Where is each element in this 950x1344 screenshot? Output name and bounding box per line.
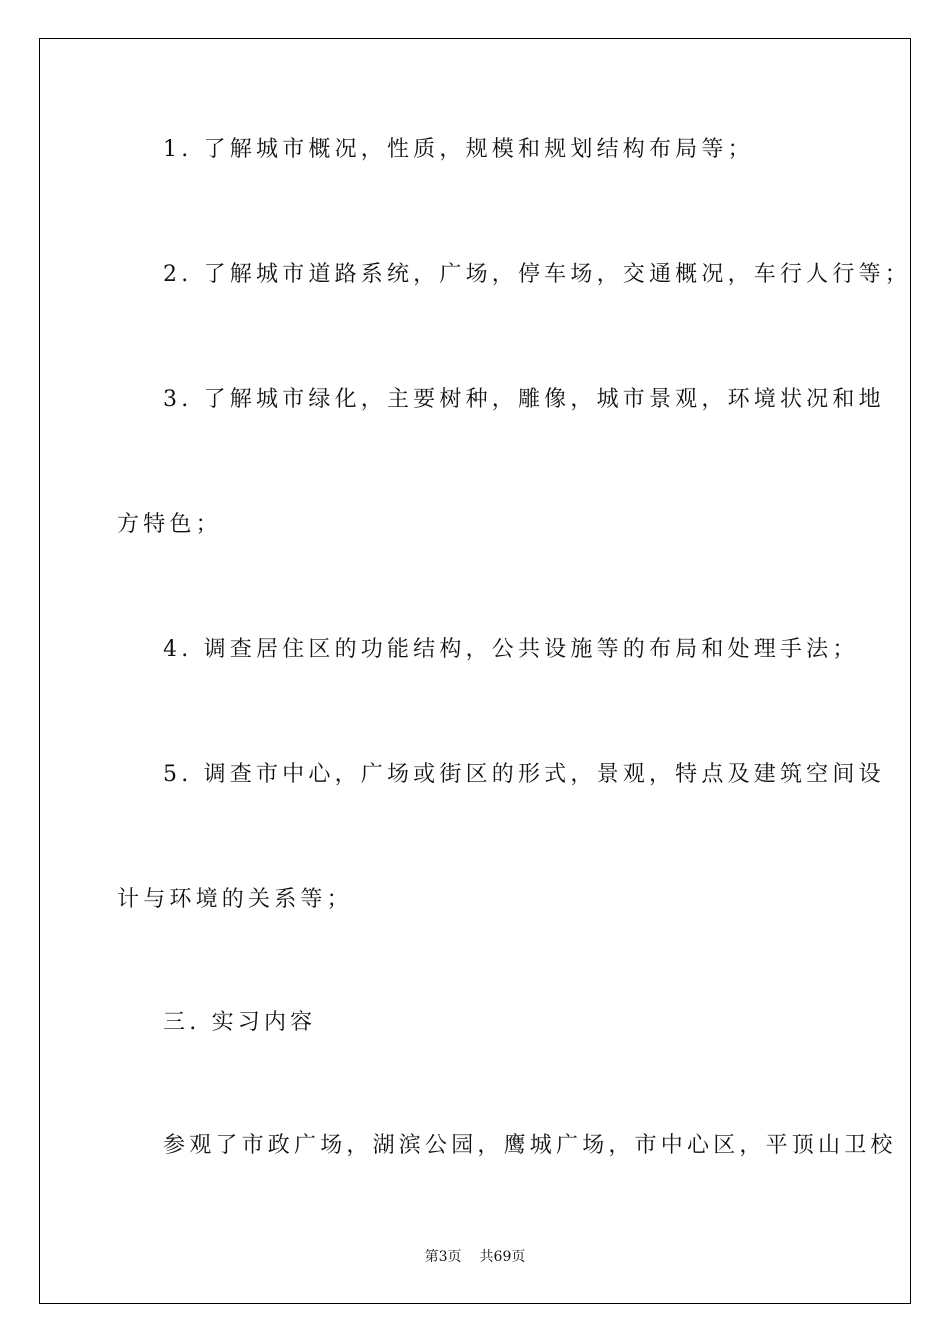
page-border	[39, 38, 911, 1304]
body-paragraph: 参观了市政广场，湖滨公园，鹰城广场，市中心区，平顶山卫校	[163, 1133, 897, 1158]
list-item-4: 4. 调查居住区的功能结构，公共设施等的布局和处理手法；	[163, 637, 859, 662]
list-item-5: 5. 调查市中心，广场或街区的形式，景观，特点及建筑空间设	[163, 762, 885, 787]
page-footer	[0, 1248, 950, 1266]
list-item-1: 1. 了解城市概况，性质，规模和规划结构布局等；	[163, 137, 754, 162]
list-item-3: 3. 了解城市绿化，主要树种，雕像，城市景观，环境状况和地	[163, 387, 885, 412]
list-item-2: 2. 了解城市道路系统，广场，停车场，交通概况，车行人行等；	[163, 262, 911, 287]
list-item-3-continuation: 方特色；	[117, 512, 222, 537]
section-heading: 三. 实习内容	[163, 1010, 317, 1035]
page-total: 共69页	[479, 1249, 526, 1265]
list-item-5-continuation: 计与环境的关系等；	[117, 887, 353, 912]
page-number: 第3页	[424, 1249, 462, 1265]
